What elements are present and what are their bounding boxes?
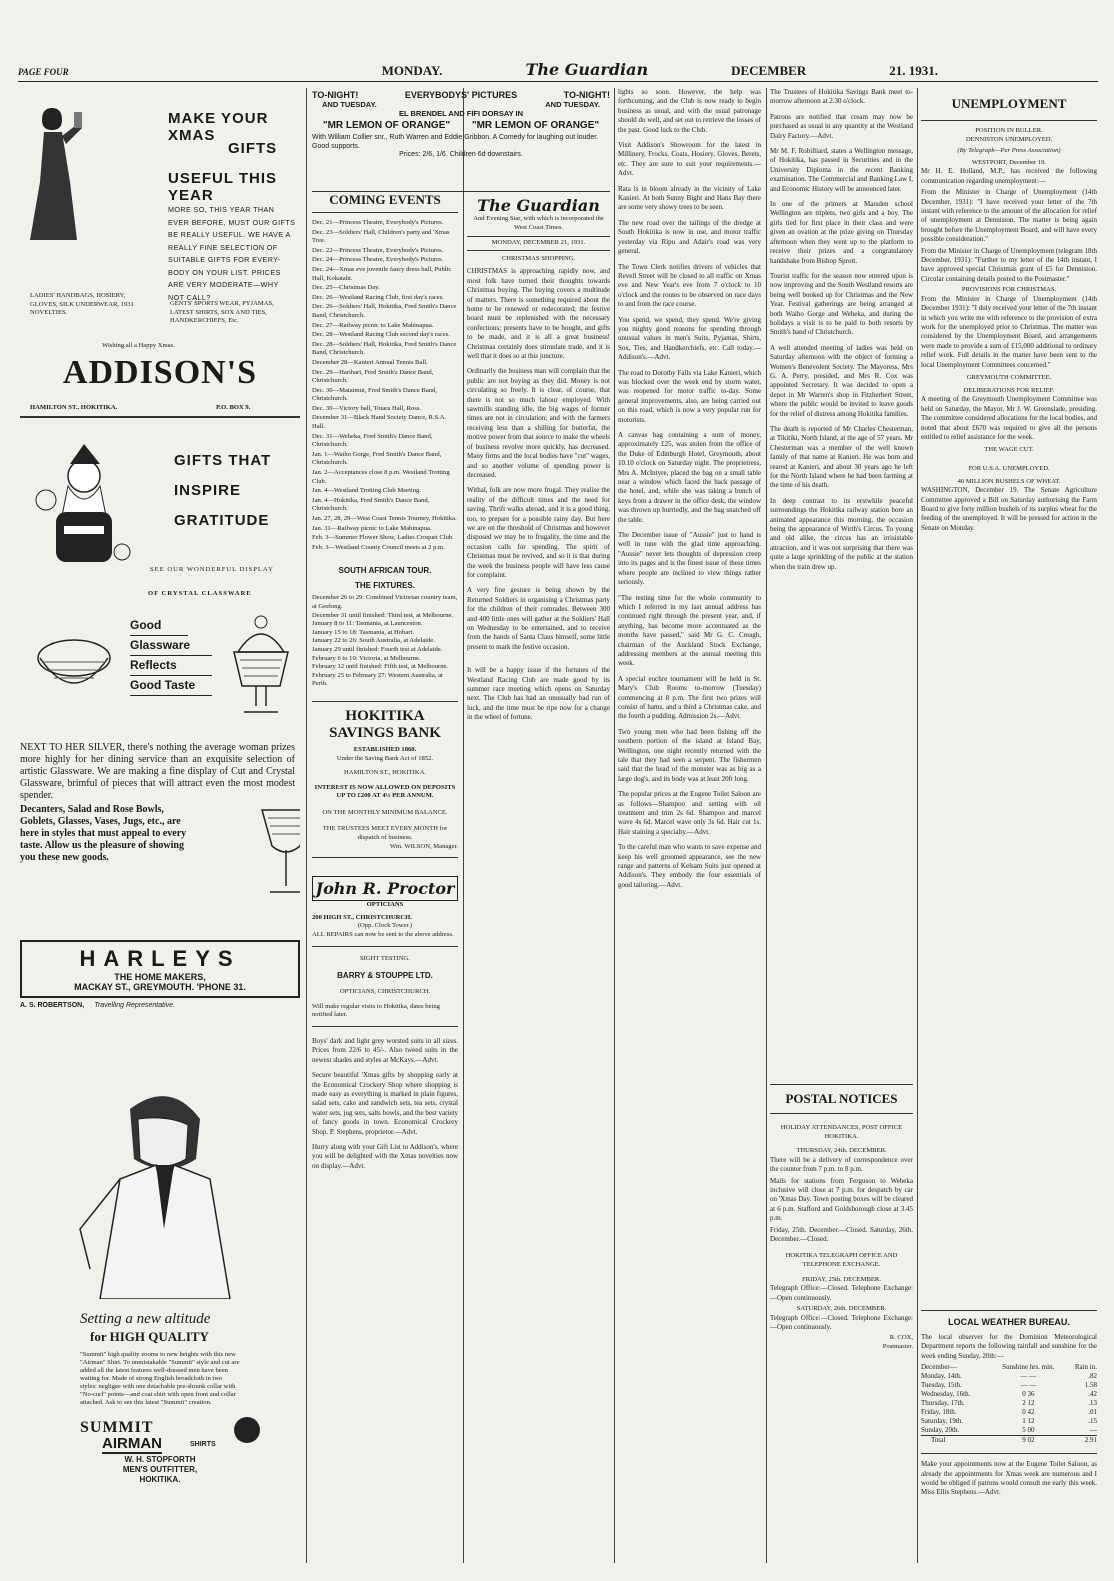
film-prices: Prices: 2/6, 1/6. Children 6d downstairs. (399, 151, 523, 158)
proctor-ad (312, 876, 458, 946)
news-paragraph: Mr M. F. Robilliard, states a Wellington message, of Hokitika, has passed in Securities and in the University Diploma in the recent Banking examination. The Commercial and Banking Law I, and Economic History will be announced later. (770, 147, 913, 193)
event-item: Dec. 30—Victory ball, Totara Hall, Ross. (312, 404, 422, 412)
news-paragraph: The Trustees of Hokitika Savings Bank meet to-morrow afternoon at 2.30 o'clock. (770, 88, 913, 106)
news-paragraph: "The testing time for the whole community to which I referred in my last annual address has continued right through the present year, and, if anything, has become more accentuated as the months have passed," said Mr G. C. Creagh, chairman of the Auckland Stock Exchange, addressing members at the annual meeting this week. (618, 593, 761, 668)
editorial-paragraph: CHRISTMAS is approaching rapidly now, and most folk have turned their thoughts towards Christmas buying. The buying covers a multitude of matters. There is something required about the home to be renewed or redecorated; the festive board must be replenished with the necessary confections; presents have to be bought, and gifts to be made, and it is all a great business! Christmas certainly does stimulate trade, and it is well that it does so at this juncture. (467, 267, 610, 361)
masthead-paper: The Guardian (525, 60, 649, 79)
unemp-telegraph: (By Telegraph—Per Press Association) (957, 147, 1061, 155)
weather-header-row (921, 1363, 1097, 1372)
addisons-headline-useful: USEFUL THIS YEAR (168, 170, 278, 204)
unemp-dateline: WESTPORT, December 19. (971, 158, 1047, 166)
unemp-paragraph: A meeting of the Greymouth Unemployment Committee was held on Saturday, the Mayor, Mr J. W. Greenslade, presiding. The committee considered allocations for the local bodies, and noted that about £670 was required to give all the persons entitled to relief assistance for the week. (921, 395, 1097, 441)
pictures-tuesday-row (312, 100, 610, 109)
event-item: Dec. 30—Mataimui, Fred Smith's Dance Band, Christchurch. (312, 386, 437, 403)
event-item: Dec. 24—Xmas eve juvenile fancy dress ball, Public Hall, Kokatahi. (312, 265, 452, 282)
harleys-body-1: NEXT TO HER SILVER, there's nothing the average woman prizes more highly for her dining service than an exquisite selection of artistic Glassware. We are making a fine display of Cut and Crystal Glassware, brimful of pieces that will attract even the most modest spender. (20, 742, 295, 801)
event-item: Dec. 31—Weheka, Fred Smith's Dance Band, Christchurch. (312, 432, 433, 449)
bank-name-2: SAVINGS BANK (329, 724, 441, 741)
weather-rain: .13 (1088, 1399, 1097, 1408)
harleys-name: HARLEYS (79, 946, 241, 971)
and-tuesday-left: AND TUESDAY. (322, 100, 377, 109)
weather-row (921, 1399, 1097, 1408)
news-paragraph: A well attended meeting of ladies was held on Saturday afternoon with the object of forming a Women's Benevolent Society. The Mayoress, Mrs G. A. Perry, presided, and Mrs R. Cox was appointed Secretary. It was decided to open a depot in Mr Warren's shop in Fitzherbert Street, where the public would be invited to leave goods for the relief of distress among Hokitika families. (770, 343, 913, 418)
fixture-item: January 8 to 11: Tasmania, at Launceston. (312, 620, 423, 628)
weather-header: December— (921, 1363, 957, 1372)
harleys-body-2: Decanters, Salad and Rose Bowls, Goblets, Glasses, Vases, Jugs, etc., are here in styles that must appeal to every taste. Allow us the pleasure of showing you these new goods. (20, 804, 187, 863)
event-item: Jan. 27, 28, 29—West Coast Tennis Tourney, Hokitika. (312, 515, 457, 522)
events-column (312, 88, 458, 1563)
editorial-paragraph: Ordinarily the business man will complain that the public are not buying as they did. Money is not circulating so freely. It is clear, of course, that there is not so much labour employed. With sawmills standing idle, the big wages of former times are not in circulation; and with the farmers receiving less than a shilling for butterfat, the motive power from that source to make the wheels of business revolve more quickly, has decreased. Many firms and the local bodies have "cut" wages, and so another volume of spending power is decreased. (467, 367, 610, 479)
masthead-date: 21. 1931. (889, 63, 938, 78)
news-paragraph: The death is reported of Mr Charles Chesterman, at Tikitiki, North Island, at the age of 57 years. Mr Chesterman was a member of the well known family of that name at Kanieri. He was born and reared at Kanieri, and about 30 years ago he left for the North Island where he had been farming at the time of his death. (770, 425, 913, 490)
editorial-paragraph: A very fine gesture is being shown by the Returned Soldiers in organising a Christmas party for the children of their comrades. Between 300 and 400 little ones will gather at the Soldiers' Hall on Wednesday to be entertained, and to receive from the hands of Santa Claus himself, some little present to mark the festive occasion. (467, 586, 610, 651)
addisons-address: HAMILTON ST., HOKITIKA. (30, 404, 118, 411)
unemp-paragraph: Mr H. E. Holland, M.P., has received the following communication regarding unemployment:— (921, 167, 1097, 185)
harleys-headline-1: GIFTS THAT (174, 452, 272, 469)
weather-day: Tuesday, 15th. (921, 1381, 962, 1390)
coming-events-heading: COMING EVENTS (312, 192, 458, 213)
proctor-opp: (Opp. Clock Tower.) (357, 922, 413, 930)
postal-body: There will be a delivery of correspondence over the counter from 7 p.m. to 8 p.m. (770, 1155, 913, 1174)
news-paragraph: You spend, we spend, they spend. We're giving you mighty good reasons for spending through unusual values in men's Suits, Pyjamas, Shirts, Sox, Ties, and Handkerchiefs, etc. Call today.—Addison's.—Advt. (618, 315, 761, 362)
unemp-heading-2: DENNISTON UNEMPLOYED. (965, 135, 1053, 143)
editorial-column (467, 196, 610, 1563)
coming-events-list (312, 219, 458, 552)
unemp-paragraph: WASHINGTON, December 19. The Senate Agriculture Committee approved a Bill on Saturday authorising the Farm Board to give forty million bushels of its surplus wheat for the feeding of the unemployed. It will be pressed for action in the Senate on Monday. (921, 486, 1097, 532)
sight-testing-ad (312, 955, 458, 1027)
unemp-paragraph: From the Minister in Charge of Unemployment (telegram 18th December, 1931): "Further to my letter of the 14th instant, I have approved special Christmas grant of £5 for Denniston. Circular containing details posted to the Postmaster." (921, 246, 1097, 283)
unemp-heading-4: GREYMOUTH COMMITTEE. (966, 374, 1052, 382)
goblet-illustration (256, 806, 300, 906)
film-cast: With William Collier snr., Ruth Warren and Eddie Gribbon. A Comedy for laughing out louder. Good supports. (312, 134, 599, 150)
harleys-rep-name: A. S. ROBERTSON, (20, 1002, 85, 1009)
tagline-taste: Good Taste (130, 676, 212, 696)
bank-balance: ON THE MONTHLY MINIMUM BALANCE. (322, 808, 448, 816)
event-item: Dec. 25—Christmas Day. (312, 284, 380, 292)
masthead (18, 60, 1098, 82)
sight-sub: OPTICIANS, CHRISTCHURCH. (339, 988, 431, 996)
news-paragraph: The popular prices at the Eugene Toilet Saloon are as follows—Shampoo and setting with oil treatment and trim 2s 6d. Shampoo and marcel wave 4s 6d. Marcel wave only 3s 6d. Hair cut 1s. Hair staining a specialty.—Advt. (618, 790, 761, 836)
weather-intro: The local observer for the Dominion Meteorological Department reports the following rainfall and sunshine for the week ending Sunday, 20th:— (921, 1333, 1097, 1360)
addisons-box: P.O. BOX 9. (216, 404, 251, 411)
summit-logo-badge (234, 1417, 260, 1443)
event-item: Dec. 23—Soldiers' Hall, Children's party and 'Xmas Tree. (312, 228, 450, 245)
weather-sunshine: 1 12 (1022, 1417, 1035, 1426)
bank-address: HAMILTON ST., HOKITIKA. (343, 769, 427, 777)
weather-day: Thursday, 17th. (921, 1399, 965, 1408)
postal-body: Telegraph Office:—Closed. Telephone Exchange:—Open continuously. (770, 1284, 913, 1302)
postal-body: Friday, 25th. December.—Closed. Saturday, 26th. December.—Closed. (770, 1225, 913, 1244)
news-paragraph: Hurry along with your Gift List to Addison's, where you will be delighted with the Xmas novelties now on display.—Advt. (312, 1143, 458, 1170)
postal-heading-2: HOKITIKA TELEGRAPH OFFICE AND TELEPHONE EXCHANGE. (785, 1252, 898, 1269)
weather-rain: .01 (1088, 1408, 1097, 1417)
postal-signature: R. COX, (889, 1334, 913, 1342)
news-paragraph: Secure beautiful 'Xmas gifts by shopping early at the Economical Crockery Shop where shopping is made easy as everything is marked in plain figures, salad sets, cake and sandwich sets, tea sets, crystal water sets, jug sets, salts bowls, and the best variety of fancy goods in town. Economical Crockery Shop. P. Stephens, proprietor.—Advt. (312, 1071, 458, 1136)
news-paragraph: In deep contrast to its erstwhile peaceful surroundings the Hokitika railway station bore an animated appearance this morning, the occasion being the appearance of Wirth's Circus. To young and old alike, the circus has an irrisistable attraction, and it was not surprising that there was quite a large sprinkling of the public at the station when the train drew up. (770, 496, 913, 571)
summit-brand: SUMMIT (80, 1419, 154, 1436)
weather-day: Saturday, 19th. (921, 1417, 964, 1426)
sight-firm: BARRY & STOUPPE LTD. (337, 971, 433, 981)
weather-bureau (921, 1310, 1097, 1504)
column-rule (917, 88, 918, 1563)
postal-body: Telegraph Office:—Closed. Telephone Exchange:—Open continuously. (770, 1313, 913, 1332)
weather-rain: .82 (1088, 1372, 1097, 1381)
event-item: Dec. 24—Princess Theatre, Everybody's Pictures. (312, 256, 444, 264)
weather-sunshine: 0 36 (1022, 1390, 1035, 1399)
postal-notices (770, 1084, 913, 1352)
bank-interest: INTEREST IS NOW ALLOWED ON DEPOSITS UP TO £200 AT 4½ PER ANNUM. (314, 783, 456, 800)
stopforth-name: W. H. STOPFORTH (124, 1455, 196, 1464)
weather-footer: Make your appointments now at the Eugene Toilet Saloon, as already the appointments for Xmas week are numerous and I would be obliged if patrons would consult me early this week. Miss Ellis Stephens.—Advt. (921, 1453, 1097, 1498)
column-rule (463, 88, 464, 1563)
weather-sunshine: — — (1020, 1372, 1037, 1381)
weather-rain: 1.58 (1084, 1381, 1097, 1390)
sight-title: SIGHT TESTING. (360, 954, 410, 962)
unemp-heading-6: THE WAGE CUT. (984, 446, 1034, 454)
event-item: December 28—Kanieri Annual Tennis Ball. (312, 358, 428, 366)
news-paragraph: Tourist traffic for the season now entered upon is now improving and the South Westland resorts are being well booked up for Christmas and the New Year. Festival gatherings are being arranged at both Waiho Gorge and Weheka, and during the holidays a visit is to be paid to both resorts by Smith's band of Christchurch. (770, 271, 913, 337)
tagline-glassware: Glassware (130, 636, 212, 656)
fixture-item: January 22 to 26: South Australia, at Adelaide. (312, 637, 435, 645)
event-item: Dec. 29—Harihari, Fred Smith's Dance Band, Christchurch. (312, 368, 434, 385)
stopforth-title: MEN'S OUTFITTER, (122, 1465, 198, 1474)
news-paragraph: Two young men who had been fishing off the southern portion of the island at Island Bay, Wellington, one night recently returned with the tale that they had seen a serpent. The fishermen said that the head of the monster was as big as a large dog's, and its body was at least 20ft long. (618, 727, 761, 783)
pictures-stars: EL BRENDEL AND FIFI DORSAY IN (398, 109, 524, 118)
addisons-wish: Wishing all a Happy Xmas. (102, 342, 175, 349)
weather-rain: .15 (1088, 1417, 1097, 1426)
weather-day: Sunday, 20th. (921, 1426, 960, 1435)
proctor-repairs: ALL REPAIRS can now be sent to the above address. (312, 931, 454, 939)
news-paragraph: lights so soon. However, the help was forthcoming, and the Club is now ready to begin business as usual, and with the usual patronage should do well, and set out to retrieve the losses of the past. Good luck to the Club. (618, 88, 761, 134)
masthead-day: MONDAY. (381, 63, 443, 78)
weather-row (921, 1381, 1097, 1390)
unemp-heading-5: DELIBERATIONS FOR RELIEF. (963, 386, 1055, 394)
summit-shirts: SHIRTS (190, 1441, 216, 1448)
weather-header: Sunshine hrs. min. (1002, 1363, 1055, 1372)
news-paragraph: Boys' dark and light grey worsted suits in all sizes. Prices from 22/6 to 45/-. Also tweed suits in the newest shades and styles at McKays.—Advt. (312, 1037, 458, 1064)
harleys-headline-2: INSPIRE (174, 482, 242, 499)
stopforth-town: HOKITIKA. (139, 1475, 181, 1484)
event-item: Feb. 3—Summer Flower Show, Ladies Croquet Club. (312, 534, 454, 542)
sight-body: Will make regular visits to Hokitika, dates being notified later. (312, 1002, 440, 1019)
event-item: Jan. 1—Waiho Gorge, Fred Smith's Dance Band, Christchurch. (312, 450, 442, 467)
addisons-ladies-list: LADIES' HANDBAGS, HOSIERY, GLOVES, SILK UNDERWEAR, 1931 NOVELTIES. (30, 292, 134, 317)
weather-total-rain: 2.91 (1084, 1436, 1097, 1445)
proctor-sub: OPTICIANS (366, 901, 404, 909)
column-rule (306, 88, 307, 1563)
news-paragraph: The road to Dorothy Falls via Lake Kanieri, which was blocked over the week end by storm water, was reopened for motor traffic to-day. Some general improvements, also, are being carried out on this road, which is now a very popular run for motorists. (618, 368, 761, 424)
glass-bowl-illustration (34, 618, 114, 718)
news-column-2 (770, 88, 913, 1563)
pictures-header-row (312, 90, 610, 100)
news-paragraph: Rata is in bloom already in the vicinity of Lake Kanieri. At both Sunny Bight and Hans Bay there are some very showy trees to be seen. (618, 184, 761, 212)
addisons-headline-gifts: GIFTS (228, 140, 278, 157)
event-item: Dec. 21—Princess Theatre, Everybody's Pictures. (312, 219, 444, 226)
unemp-heading-3: PROVISIONS FOR CHRISTMAS. (961, 286, 1057, 294)
news-paragraph: The December issue of "Aussie" just to hand is well in tune with the glad time approaching. "Aussie" never lets thoughts of depression creep into its pages and is the finest issue of these times where people are inclined to view things rather seriously. (618, 531, 761, 587)
summit-body: "Summit" high quality zooms to new heights with this new "Airman" Shirt. To unmistakable "Summit" style and cut are added all the latest features well-dressed men have been waiting for. Made of strong English broadcloth in two styles: negligee with one detachable pre-shrunk collar with "No-curl" points—and coat shirt with open front and collar attached. Ask to see this latest "Summit" creation. (80, 1351, 240, 1406)
weather-sunshine: 2 12 (1022, 1399, 1035, 1408)
tour-subheading: THE FIXTURES. (354, 581, 415, 591)
editorial-paragraph: Withal, folk are now more frugal. They realise the reality of the difficult times and the need for saving. Thrift walks abroad, and it is a good thing, too, to prepare for a possible rainy day. But here we are on the threshold of Christmas and however disposed we may be to frugality, the time and the occasion calls for spending. The spirit of Christmas must be revived, and so it is that during the week the business people will have less cause for complaint. (467, 486, 610, 579)
tonight-right: TO-NIGHT! (563, 90, 610, 100)
fixture-item: February 12 until finished: Fifth test, at Melbourne. (312, 663, 449, 671)
harleys-address-2: MACKAY ST., GREYMOUTH. 'PHONE 31. (74, 982, 246, 992)
addisons-ad (20, 88, 300, 418)
woman-figure-illustration (22, 102, 82, 242)
news-paragraph: Visit Addison's Showroom for the latest in Millinery, Frocks, Coats, Hosiery, Gloves, Berets, etc. They are sure to suit your requirements.—Advt. (618, 141, 761, 178)
fixture-item: December 31 until finished: Third test, at Melbourne. (312, 611, 454, 619)
event-item: Dec. 22—Princess Theatre, Everybody's Pictures. (312, 246, 444, 254)
news-paragraph: The new road over the tailings of the dredge at South Hokitika is now in use, and motor traffic yesterday via Ripu and Adair's road was very general. (618, 218, 761, 256)
summit-airman: AIRMAN (102, 1435, 162, 1452)
editorial-subtitle: And Evening Star, with which is incorporated the West Coast Times. (473, 215, 604, 231)
weather-day: Friday, 18th. (921, 1408, 957, 1417)
fixture-item: February 6 to 10: Victoria, at Melbourne. (312, 654, 421, 662)
news-paragraph: To the careful man who wants to save expense and keep his well groomed appearance, see the new range and patterns of Kelsam Suits just opened at Addison's. They embody the four essentials of good tailoring.—Advt. (618, 843, 761, 889)
weather-title: LOCAL WEATHER BUREAU. (921, 1310, 1097, 1333)
column-rule (766, 88, 767, 1563)
bank-manager: Wm. WILSON, Manager. (389, 842, 458, 850)
everybodys-pictures: EVERYBODYS' PICTURES (404, 90, 518, 100)
fixture-item: December 26 to 29: Combined Victorian country team, at Geelong. (312, 594, 458, 610)
weather-total-row (921, 1436, 1097, 1446)
event-item: Feb. 3—Westland County Council meets at 2 p.m. (312, 543, 445, 551)
tagline-reflects: Reflects (130, 656, 212, 676)
film-title-right: "MR LEMON OF ORANGE" (471, 120, 600, 131)
weather-header: Rain in. (1074, 1363, 1097, 1372)
postal-sub-3: SATURDAY, 26th. DECEMBER. (796, 1305, 887, 1313)
tour-heading: SOUTH AFRICAN TOUR. (338, 566, 432, 576)
postal-sub-1: THURSDAY, 24th. DECEMBER. (796, 1147, 887, 1155)
harleys-sub-2: OF CRYSTAL CLASSWARE (148, 590, 252, 597)
masthead-month: DECEMBER (731, 63, 807, 78)
postal-signature-title: Postmaster. (882, 1343, 913, 1351)
weather-rain: — (1090, 1426, 1097, 1435)
weather-day: Monday, 14th. (921, 1372, 962, 1381)
event-item: Jan. 4—Westland Trotting Club Meeting. (312, 487, 421, 495)
bank-established: ESTABLISHED 1868. (353, 745, 417, 753)
harleys-rep (20, 1002, 300, 1009)
ads-column (20, 88, 300, 1563)
event-item: Dec. 28—Soldiers' Hall, Hokitika, Fred Smith's Dance Band, Christchurch. (312, 340, 457, 357)
event-item: Jan. 4—Hokitika, Fred Smith's Dance Band, Christchurch. (312, 496, 430, 513)
harleys-address-1: THE HOME MAKERS, (114, 972, 206, 982)
summit-ad (20, 1079, 300, 1469)
editorial-title: CHRISTMAS SHOPPING. (501, 254, 576, 262)
and-tuesday-right: AND TUESDAY. (545, 100, 600, 109)
addisons-name: ADDISON'S (62, 354, 258, 391)
fixture-item: January 15 to 18: Tasmania, at Hobart. (312, 628, 414, 636)
event-item: December 31—Black Hand Society Dance, R.S.A. Hall. (312, 414, 447, 431)
weather-row (921, 1372, 1097, 1381)
event-item: Dec. 27—Railway picnic to Lake Mahinapua. (312, 321, 434, 329)
event-item: Dec. 26—Soldiers' Hall, Hokitika, Fred Smith's Dance Band, Christchurch. (312, 303, 457, 319)
fixture-item: January 29 until finished: Fourth test at Adelaide. (312, 645, 443, 653)
news-paragraph: In one of the primers at Marsden school Wellington are triplets, two girls and a boy. The girls tied for first place in their class and were given an ovation at the prize giving on Thursday afternoon when they went up to the platform to receive their prizes and a congratulatory handshake from Bishop Sprott. (770, 200, 913, 265)
postal-heading-1: HOLIDAY ATTENDANCES, POST OFFICE HOKITIKA. (780, 1124, 903, 1140)
unemp-paragraph: From the Minister in Charge of Unemployment (14th December 1931): "I duly received your letter of the 7th instant in which you write me with reference to the provision of extra work for the unemployed prior to Christmas. The matter was considered by the Unemployment Board, and arrangements were made to provide a sum of £15,000 additional to ordinary relief work. Full details in the matter have been sent to the local Unemployment Committees concerned." (921, 294, 1097, 369)
event-item: Jan. 31—Railway picnic to Lake Mahinapua. (312, 524, 432, 532)
weather-day: Wednesday, 16th. (921, 1390, 971, 1399)
weather-sunshine: 5 00 (1022, 1426, 1035, 1435)
proctor-logo: John R. Proctor (312, 876, 458, 901)
weather-row (921, 1426, 1097, 1436)
fixture-item: February 25 to February 27: Western Australia, at Perth. (312, 671, 443, 688)
editorial-paper: The Guardian (477, 196, 600, 215)
event-item: Dec. 26—Westland Racing Club, first day's races. (312, 293, 444, 301)
film-title-left: "MR LEMON OF ORANGE" (322, 120, 451, 131)
weather-row (921, 1408, 1097, 1417)
news-column-1 (618, 88, 761, 1563)
postal-sub-2: FRIDAY, 25th. DECEMBER. (802, 1275, 881, 1283)
column-rule (614, 88, 615, 1563)
unemployment-title: UNEMPLOYMENT (921, 88, 1097, 121)
event-item: Dec. 28—Westland Racing Club second day's races. (312, 331, 450, 339)
news-paragraph: A special euchre tournament will be held in St. Mary's Club Rooms to-morrow (Tuesday) commencing at 8 p.m. The first two prizes will consist of hams, and a third a Christmas cake, and the fourth a pudding. Admission 2s.—Advt. (618, 674, 761, 721)
news-paragraph: Patrons are notified that cream may now be purchased as usual in any quantity at the Westland Dairy Factory.—Advt. (770, 112, 913, 140)
unemp-heading-1: POSITION IN BULLER. (975, 127, 1043, 134)
proctor-address: 200 HIGH ST., CHRISTCHURCH. (312, 913, 412, 921)
weather-rain: .42 (1088, 1390, 1097, 1399)
unemployment-column (921, 88, 1097, 1563)
postal-body: Mails for stations from Ferguson to Weheka inclusive will close at 7 p.m. for despatch by car on 'Xmas Day. Town posting boxes will be cleared at 6 p.m. Stafford and Goldsborough close at 3.45 p.m. (770, 1176, 913, 1223)
unemp-heading-8: 40 MILLION BUSHELS OF WHEAT. (957, 477, 1061, 485)
bank-trustees: THE TRUSTEES MEET EVERY MONTH for dispatch of business. (322, 825, 448, 842)
covered-dish-illustration (226, 612, 296, 722)
weather-row (921, 1417, 1097, 1426)
harleys-name-box (20, 940, 300, 998)
film-title-row (312, 120, 610, 131)
weather-total-label: Total (931, 1436, 946, 1445)
weather-table (921, 1363, 1097, 1445)
tonight-left: TO-NIGHT! (312, 90, 359, 100)
weather-total-sunshine: 9 02 (1022, 1436, 1035, 1445)
bank-name-1: HOKITIKA (345, 707, 425, 724)
editorial-date: MONDAY, DECEMBER 21, 1931. (467, 236, 610, 251)
santa-claus-illustration (34, 442, 134, 572)
harleys-body (20, 742, 300, 932)
summit-headline-1: Setting a new altitude (80, 1311, 211, 1327)
unemp-heading-7: FOR U.S.A. UNEMPLOYED. (968, 464, 1050, 472)
weather-row (921, 1390, 1097, 1399)
page-number: PAGE FOUR (18, 67, 69, 77)
harleys-headline-3: GRATITUDE (174, 512, 270, 529)
news-paragraph: A canvas bag containing a sum of money, approximately £25, was stolen from the office of the Duke of Edinburgh Hotel, Greymouth, about 10.10 o'clock on Saturday night. The proprietress, Mrs A. McIntyre, placed the bag on a small table near a window which faced the back passage of the hotel, and, while she was taking a bunch of keys from a drawer in the office desk, the window was thrown up hurriedly, and the bag snatched off the table. (618, 431, 761, 524)
addisons-headline: MAKE YOUR XMAS (168, 110, 269, 144)
savings-bank-ad (312, 701, 458, 858)
summit-headline-2: for HIGH QUALITY (90, 1329, 209, 1344)
editorial-paragraph: It will be a happy issue if the fortunes of the Westland Racing Club are made good by its summer race meeting which opens on Saturday next. The Club has had an unusually bad run of luck, and the time must be ripe now for a change in the wheel of fortune. (467, 666, 610, 722)
addisons-gents-list: GENTS' SPORTS WEAR, PYJAMAS, LATEST SHIRTS, SOX AND TIES, HANDKERCHIEFS, Etc. (170, 300, 274, 325)
unemp-paragraph: From the Minister in Charge of Unemployment (14th December, 1931): "I have received your letter of the 7th instant with reference to the amount of the allocation for relief of unemployment at Denniston. The matter is being again brought before the Unemployment Board, and will have every possible consideration." (921, 188, 1097, 244)
man-in-shirt-illustration (60, 1079, 260, 1299)
weather-sunshine: — — (1020, 1381, 1037, 1390)
postal-title: POSTAL NOTICES (770, 1084, 913, 1114)
event-item: Jan. 2—Acceptances close 8 p.m. Westland Trotting Club. (312, 469, 450, 485)
harleys-rep-title: Travelling Representative. (94, 1002, 175, 1009)
bank-act: Under the Saving Bank Act of 1852. (336, 754, 434, 762)
harleys-ad (20, 432, 300, 742)
pictures-ad (312, 90, 610, 192)
tagline-good: Good (130, 616, 188, 636)
news-paragraph: The Town Clerk notifies drivers of vehicles that Revell Street will be closed to all traffic on Xmas eve and New Year's eve from 7 o'clock to 10 o'clock and the routes to be observed on race days to and from the race course. (618, 262, 761, 309)
harleys-sub-1: SEE OUR WONDERFUL DISPLAY (150, 566, 274, 573)
addisons-body: MORE SO, THIS YEAR THAN EVER BEFORE, MUST OUR GIFTS BE REALLY USEFUL. WE HAVE A REALLY FINE SELECTION OF SUITABLE GIFTS FOR EVERY-BODY ON YOUR LIST. PRICES ARE VERY MODERATE—WHY NOT CALL? (168, 205, 296, 302)
weather-sunshine: 0 42 (1022, 1408, 1035, 1417)
harleys-tagline (130, 616, 212, 696)
